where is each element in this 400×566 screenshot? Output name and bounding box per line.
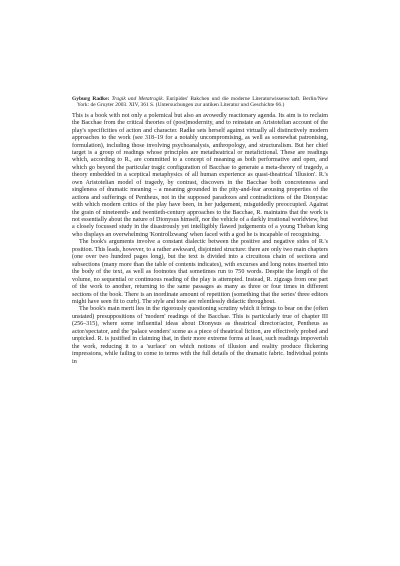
review-book-details: Euripides' Bakchen und die moderne Literaturwissenschaft. Berlin/New York: de Gruyter 2003. XIV, 361 S. (Untersuchungen zur antiken Literatur und Geschichte 66.) [77,96,329,109]
review-book-title: Tragik und Metatragik. [111,96,164,102]
review-page [72,96,328,366]
body-paragraph-3: The book's main merit lies in the rigorously questioning scrutiny which it brings to bear on the (often unstated) presuppositions of 'modern' readings of the Bacchae. This is particularly true of chapter III (256–315), where some influential ideas about Dionysus as theatrical director/actor, Pentheus as actor/spectator, and the 'palace wonders' scene as a piece of theatrical fiction, are effectively probed and unpicked. R. is justified in claiming that, in their more extreme forms at least, such readings impoverish the work, reducing it to a 'surface' on which notions of illusion and reality produce flickering impressions, while failing to come to terms with the full details of the dramatic fabric. Individual points in [72,306,328,365]
body-paragraph-2: The book's arguments involve a constant dialectic between the positive and negative sides of R.'s position. This leads, however, to a rather awkward, disjointed structure: there are only two main chapters (one over two hundred pages long), but the text is divided into a circuitous chain of sections and subsections (many more than the table of contents indicates), with excurses and long notes inserted into the body of the text, as well as footnotes that sometimes run to 750 words. Despite the length of the volume, no sequential or continuous reading of the play is attempted. Instead, R. zigzags from one part of the work to another, returning to the same passages as many as three or four times in different sections of the book. There is an inordinate amount of repetition (something that the series' three editors might have seen fit to curb). The style and tone are relentlessly didactic throughout. [72,239,328,306]
body-paragraph-1: This is a book with not only a polemical but also an avowedly reactionary agenda. Its aim is to reclaim the Bacchae from the critical theories of (post)modernity, and to reinstate an Aristotelian account of the play's specificities of action and character. Radke sets herself against virtually all distinctively modern approaches to the work (see 318–19 for a notably uncompromising, as well as somewhat patronising, formulation), including those involving psychoanalysis, anthropology, and structuralism. But her chief target is a group of readings whose principles are metatheatrical or metafictional. These are readings which, according to R., are committed to a concept of meaning as both performative and open, and which go beyond the particular tragic configuration of Bacchae to generate a meta-theory of tragedy, a theory embedded in a sceptical metaphysics of all human experience as quasi-theatrical 'illusion'. R.'s own Aristotelian model of tragedy, by contrast, discovers in the Bacchae both concreteness and singleness of dramatic meaning – a meaning grounded in the pity-and-fear arousing properties of the actions and sufferings of Pentheus, not in the supposed paradoxes and contradictions of the Dionysiac with which modern critics of the play have been, in her judgement, misguidedly preoccupied. Against the grain of nineteenth- and twentieth-century approaches to the Bacchae, R. maintains that the work is not essentially about the nature of Dionysus himself, nor the vehicle of a darkly irrational worldview, but a closely focussed study in the disastrously yet intelligibly flawed judgements of a young Theban king who displays an overwhelming 'Kontrollzwang' when faced with a god he is incapable of recognising. [72,112,328,238]
review-author: Gyburg Radke: [72,96,110,102]
review-heading [72,96,328,109]
